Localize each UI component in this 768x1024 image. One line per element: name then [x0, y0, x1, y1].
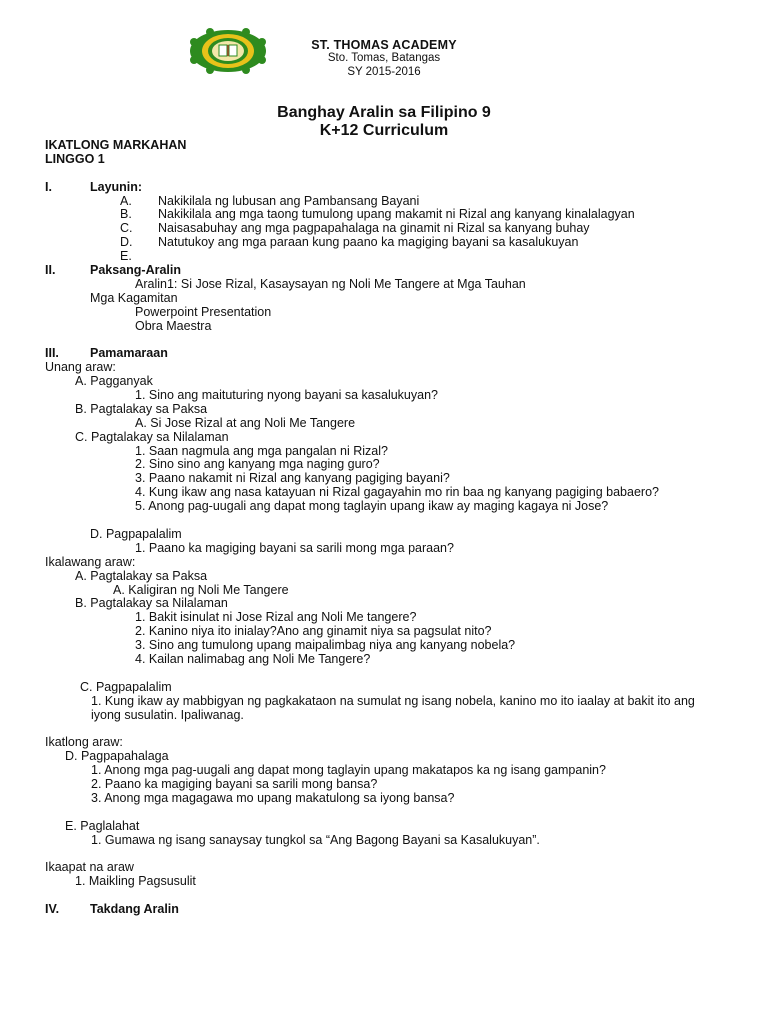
question-item: 4. Kung ikaw ang nasa katayuan ni Rizal gagayahin mo rin baa ng kanyang pagiging babaero? [135, 485, 659, 500]
objective-item: E. [120, 249, 132, 264]
document-title [200, 104, 568, 140]
step-heading: B. Pagtalakay sa Paksa [75, 401, 208, 416]
material-item: Obra Maestra [135, 318, 212, 333]
section-heading: Layunin: [90, 179, 143, 194]
objective-item: D. Natutukoy ang mga paraan kung paano ka magiging bayani sa kasalukuyan [120, 235, 579, 250]
question-item: 3. Paano nakamit ni Rizal ang kanyang pagiging bayani? [135, 471, 450, 486]
school-header [268, 38, 500, 79]
section-heading: Pamamaraan [90, 346, 168, 361]
step-heading: A. Pagganyak [75, 374, 153, 389]
question-item: 4. Kailan nalimabag ang Noli Me Tangere? [135, 651, 371, 666]
question-item: A. Si Jose Rizal at ang Noli Me Tangere [135, 415, 356, 430]
question-item: 1. Anong mga pag-uugali ang dapat mong taglayin upang makatapos ka ng isang gampanin? [91, 763, 606, 778]
question-item: 2. Paano ka magiging bayani sa sarili mong bansa? [91, 777, 378, 791]
question-item: 3. Sino ang tumulong upang maipalimbag niya ang kanyang nobela? [135, 638, 516, 653]
day-label: Ikatlong araw: [45, 735, 123, 750]
question-item: 1. Paano ka magiging bayani sa sarili mong mga paraan? [135, 540, 454, 555]
step-heading: A. Pagtalakay sa Paksa [75, 568, 208, 583]
materials-label: Mga Kagamitan [90, 290, 178, 305]
question-item: 2. Kanino niya ito inialay?Ano ang ginamit niya sa pagsulat nito? [135, 624, 492, 639]
question-item: 1. Saan nagmula ang mga pangalan ni Rizal? [135, 443, 388, 458]
objective-item: A. Nakikilala ng lubusan ang Pambansang Bayani [120, 193, 420, 208]
school-seal-icon [188, 28, 268, 74]
section-numeral: IV. [45, 902, 60, 917]
week-label: LINGGO 1 [45, 151, 105, 166]
lesson-plan-body [45, 139, 735, 917]
day-label: Unang araw: [45, 360, 116, 375]
question-item: 1. Bakit isinulat ni Jose Rizal ang Noli Me tangere? [135, 610, 417, 625]
section-assignment-heading [45, 903, 735, 917]
question-item: 1. Kung ikaw ay mabbigyan ng pagkakataon na sumulat ng isang nobela, kanino mo ito iaalay at bakit ito ang iyong susulatin. Ipaliwanag. [91, 693, 695, 722]
question-item: 1. Sino ang maituturing nyong bayani sa kasalukuyan? [135, 388, 438, 403]
quarter-label: IKATLONG MARKAHAN [45, 138, 187, 152]
step-heading: C. Pagtalakay sa Nilalaman [75, 429, 229, 444]
objective-item: C. Naisasabuhay ang mga pagpapahalaga na ginamit ni Rizal sa kanyang buhay [120, 221, 590, 236]
school-year: SY 2015-2016 [347, 65, 421, 78]
question-item: 1. Gumawa ng isang sanaysay tungkol sa “Ang Bagong Bayani sa Kasalukuyan”. [91, 832, 540, 847]
section-subject-heading [45, 264, 735, 278]
question-item: 3. Anong mga magagawa mo upang makatulong sa iyong bansa? [91, 790, 455, 805]
section-numeral: II. [45, 263, 56, 278]
section-procedure-heading [45, 347, 735, 361]
step-heading: B. Pagtalakay sa Nilalaman [75, 596, 228, 611]
question-item: 2. Sino sino ang kanyang mga naging guro? [135, 457, 380, 472]
section-heading: Paksang-Aralin [90, 263, 182, 278]
school-location: Sto. Tomas, Batangas [327, 52, 441, 64]
title-line-2: K+12 Curriculum [319, 122, 449, 139]
day-label: Ikalawang araw: [45, 554, 136, 569]
school-name: ST. THOMAS ACADEMY [311, 38, 457, 52]
section-objectives-heading [45, 181, 735, 195]
question-item: 5. Anong pag-uugali ang dapat mong taglayin upang ikaw ay maging kagaya ni Jose? [135, 499, 609, 514]
day-label: Ikaapat na araw [45, 860, 134, 875]
section-heading: Takdang Aralin [90, 902, 179, 917]
objective-item: B. Nakikilala ang mga taong tumulong upang makamit ni Rizal ang kanyang kinalalagyan [120, 207, 635, 222]
title-line-1: Banghay Aralin sa Filipino 9 [277, 104, 491, 121]
step-heading: E. Paglalahat [65, 818, 140, 833]
material-item: Powerpoint Presentation [135, 304, 272, 319]
section-numeral: I. [45, 179, 52, 194]
question-item: 1. Maikling Pagsusulit [75, 874, 196, 889]
step-heading: C. Pagpapalalim [80, 679, 172, 694]
section-numeral: III. [45, 346, 59, 361]
aralin-title: Aralin1: Si Jose Rizal, Kasaysayan ng Noli Me Tangere at Mga Tauhan [135, 276, 526, 291]
step-heading: D. Pagpapalalim [90, 526, 182, 541]
step-heading: D. Pagpapahalaga [65, 749, 169, 764]
question-item: A. Kaligiran ng Noli Me Tangere [113, 582, 289, 597]
